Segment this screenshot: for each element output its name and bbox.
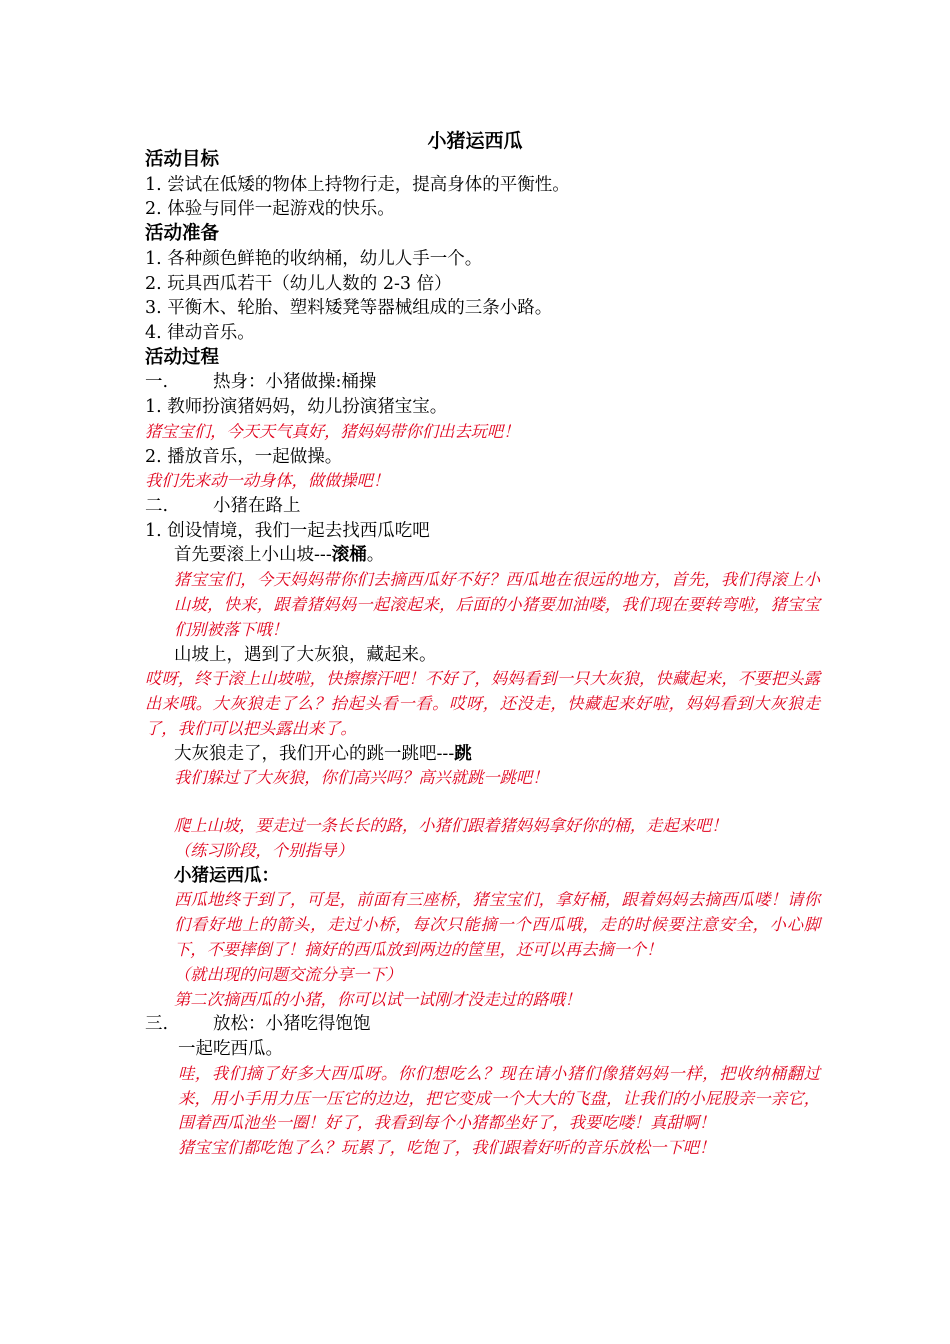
section-1-heading bbox=[145, 370, 820, 395]
section-2-heading bbox=[145, 494, 820, 519]
goals-item: 1. 尝试在低矮的物体上持物行走，提高身体的平衡性。 bbox=[145, 174, 570, 195]
step-text: 大灰狼走了，我们开心的跳一跳吧--- bbox=[174, 743, 455, 764]
prep-item: 3. 平衡木、轮胎、塑料矮凳等器械组成的三条小路。 bbox=[145, 298, 553, 319]
teacher-script: 哇，我们摘了好多大西瓜呀。你们想吃么？现在请小猪们像猪妈妈一样，把收纳桶翻过来，用小手用力压一压它的边边，把它变成一个大大的飞盘，让我们的小屁股亲一亲它，围着西瓜池坐一圈！好了，我看到每个小猪都坐好了，我要吃喽！真甜啊！ bbox=[178, 1063, 820, 1133]
teacher-script: 西瓜地终于到了，可是，前面有三座桥，猪宝宝们，拿好桶，跟着妈妈去摘西瓜喽！请你们看好地上的箭头，走过小桥，每次只能摘一个西瓜哦，走的时候要注意安全，小心脚下，不要摔倒了！摘好的西瓜放到两边的筐里，还可以再去摘一个！ bbox=[174, 890, 820, 960]
prep-heading: 活动准备 bbox=[145, 223, 220, 245]
step-line: 山坡上，遇到了大灰狼，藏起来。 bbox=[174, 644, 437, 665]
document-body bbox=[145, 148, 820, 1161]
teacher-script: 第二次摘西瓜的小猪，你可以试一试刚才没走过的路哦！ bbox=[174, 989, 582, 1009]
section-title: 热身：小猪做操:桶操 bbox=[213, 372, 377, 393]
blank-line bbox=[145, 791, 820, 814]
teacher-script: 猪宝宝们，今天天气真好，猪妈妈带你们出去玩吧！ bbox=[145, 421, 520, 441]
section-1-item: 2. 播放音乐，一起做操。 bbox=[145, 446, 343, 467]
section-title: 小猪在路上 bbox=[213, 496, 301, 517]
goals-heading: 活动目标 bbox=[145, 149, 220, 170]
teacher-script: 我们躲过了大灰狼，你们高兴吗？高兴就跳一跳吧！ bbox=[174, 768, 549, 788]
document-title: 小猪运西瓜 bbox=[427, 130, 523, 152]
step-line bbox=[145, 543, 820, 568]
step-text: 首先要滚上小山坡--- bbox=[174, 545, 332, 566]
section-number: 一. bbox=[145, 372, 169, 393]
section-number: 二. bbox=[145, 496, 169, 517]
teacher-script: 猪宝宝们都吃饱了么？玩累了，吃饱了，我们跟着好听的音乐放松一下吧！ bbox=[178, 1138, 716, 1158]
step-keyword: 跳 bbox=[454, 743, 472, 764]
subsection-heading: 小猪运西瓜： bbox=[174, 865, 279, 886]
section-3-heading bbox=[145, 1012, 820, 1037]
teacher-script: 哎呀，终于滚上山坡啦，快擦擦汗吧！不好了，妈妈看到一只大灰狼，快藏起来，不要把头露出来哦。大灰狼走了么？抬起头看一看。哎呀，还没走，快藏起来好啦，妈妈看到大灰狼走了，我们可以把头露出来了。 bbox=[145, 669, 820, 738]
teacher-script: 爬上山坡，要走过一条长长的路，小猪们跟着猪妈妈拿好你的桶，走起来吧！ bbox=[174, 816, 728, 836]
teacher-script: 猪宝宝们，今天妈妈带你们去摘西瓜好不好？西瓜地在很远的地方，首先，我们得滚上小山坡，快来，跟着猪妈妈一起滚起来，后面的小猪要加油喽，我们现在要转弯啦，猪宝宝们别被落下哦！ bbox=[174, 570, 820, 639]
step-line bbox=[145, 742, 820, 767]
section-number: 三. bbox=[145, 1014, 169, 1035]
step-keyword: 滚桶 bbox=[331, 545, 367, 566]
teacher-note: （就出现的问题交流分享一下） bbox=[174, 964, 402, 984]
prep-item: 1. 各种颜色鲜艳的收纳桶，幼儿人手一个。 bbox=[145, 248, 483, 269]
process-heading: 活动过程 bbox=[145, 346, 220, 368]
goals-item: 2. 体验与同伴一起游戏的快乐。 bbox=[145, 199, 395, 220]
teacher-script: 我们先来动一动身体，做做操吧！ bbox=[145, 471, 390, 491]
section-1-item: 1. 教师扮演猪妈妈，幼儿扮演猪宝宝。 bbox=[145, 397, 448, 418]
teacher-note: （练习阶段，个别指导） bbox=[174, 840, 354, 860]
prep-item: 2. 玩具西瓜若干（幼儿人数的 2-3 倍） bbox=[145, 273, 452, 294]
step-text-end: 。 bbox=[366, 545, 385, 566]
step-line: 一起吃西瓜。 bbox=[178, 1039, 283, 1060]
section-2-item: 1. 创设情境，我们一起去找西瓜吃吧 bbox=[145, 520, 430, 541]
section-title: 放松：小猪吃得饱饱 bbox=[213, 1014, 371, 1035]
prep-item: 4. 律动音乐。 bbox=[145, 322, 255, 343]
